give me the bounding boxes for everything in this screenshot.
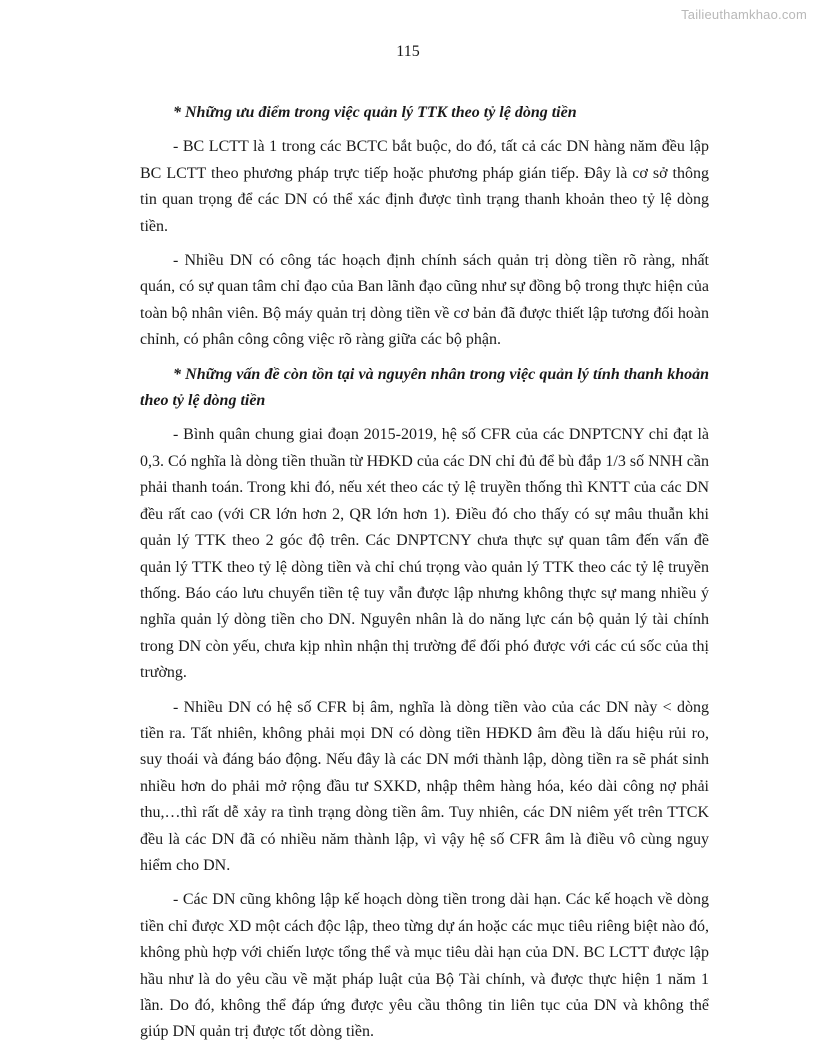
body-paragraph: - Nhiều DN có công tác hoạch định chính sách quản trị dòng tiền rõ ràng, nhất quán, có sự quan tâm chỉ đạo của Ban lãnh đạo cũng như sự đồng bộ trong thực hiện của toàn bộ nhân viên. Bộ máy quản trị dòng tiền về cơ bản đã được thiết lập tương đối hoàn chỉnh, có phân công công việc rõ ràng giữa các bộ phận.	[140, 252, 709, 349]
page-number: 115	[396, 43, 420, 60]
body-paragraph: - Các DN cũng không lập kế hoạch dòng tiền trong dài hạn. Các kế hoạch về dòng tiền chỉ được XD một cách độc lập, theo từng dự án hoặc các mục tiêu riêng biệt nào đó, không phù hợp với chiến lược tổng thể và mục tiêu dài hạn của DN. BC LCTT được lập hầu như là do yêu cầu về mặt pháp luật của Bộ Tài chính, và được thực hiện 1 năm 1 lần. Do đó, không thể đáp ứng được yêu cầu thông tin liên tục của DN và không thể giúp DN quản trị được tốt dòng tiền.	[140, 891, 709, 1041]
body-paragraph: - Nhiều DN có hệ số CFR bị âm, nghĩa là dòng tiền vào của các DN này < dòng tiền ra. Tất nhiên, không phải mọi DN có dòng tiền HĐKD âm đều là dấu hiệu rủi ro, suy thoái và đáng báo động. Nếu đây là các DN mới thành lập, dòng tiền ra sẽ phát sinh nhiều hơn do phải mở rộng đầu tư SXKD, nhập thêm hàng hóa, kéo dài công nợ phải thu,…thì rất dễ xảy ra tình trạng dòng tiền âm. Tuy nhiên, các DN niêm yết trên TTCK đều là các DN đã có nhiều năm thành lập, vì vậy hệ số CFR âm là điều vô cùng nguy hiểm cho DN.	[140, 698, 709, 874]
body-paragraph: - BC LCTT là 1 trong các BCTC bắt buộc, do đó, tất cả các DN hàng năm đều lập BC LCTT theo phương pháp trực tiếp hoặc phương pháp gián tiếp. Đây là cơ sở thông tin quan trọng để các DN có thể xác định được tình trạng thanh khoản theo tỷ lệ dòng tiền.	[140, 138, 709, 235]
body-paragraph: - Bình quân chung giai đoạn 2015-2019, hệ số CFR của các DNPTCNY chỉ đạt là 0,3. Có nghĩa là dòng tiền thuần từ HĐKD của các DN chỉ đủ để bù đắp 1/3 số NNH cần phải thanh toán. Trong khi đó, nếu xét theo các tỷ lệ truyền thống thì KNTT của các DN đều rất cao (với CR lớn hơn 2, QR lớn hơn 1). Điều đó cho thấy có sự mâu thuẫn khi quản lý TTK theo 2 góc độ trên. Các DNPTCNY chưa thực sự quan tâm đến vấn đề quản lý TTK theo tỷ lệ dòng tiền và chỉ chú trọng vào quản lý TTK theo các tỷ lệ truyền thống. Báo cáo lưu chuyển tiền tệ tuy vẫn được lập nhưng không thực sự mang nhiều ý nghĩa quản lý dòng tiền cho DN. Nguyên nhân là do năng lực cán bộ quản lý tài chính trong DN còn yếu, chưa kịp nhìn nhận thị trường để đối phó được với các cú sốc của thị trường.	[140, 426, 709, 682]
section-heading-advantages: * Những ưu điểm trong việc quản lý TTK theo tỷ lệ dòng tiền	[173, 104, 577, 121]
document-body	[140, 100, 709, 1054]
watermark: Tailieuthamkhao.com	[681, 7, 807, 22]
section-heading-issues: * Những vấn đề còn tồn tại và nguyên nhân trong việc quản lý tính thanh khoản theo tỷ lệ dòng tiền	[140, 365, 709, 410]
